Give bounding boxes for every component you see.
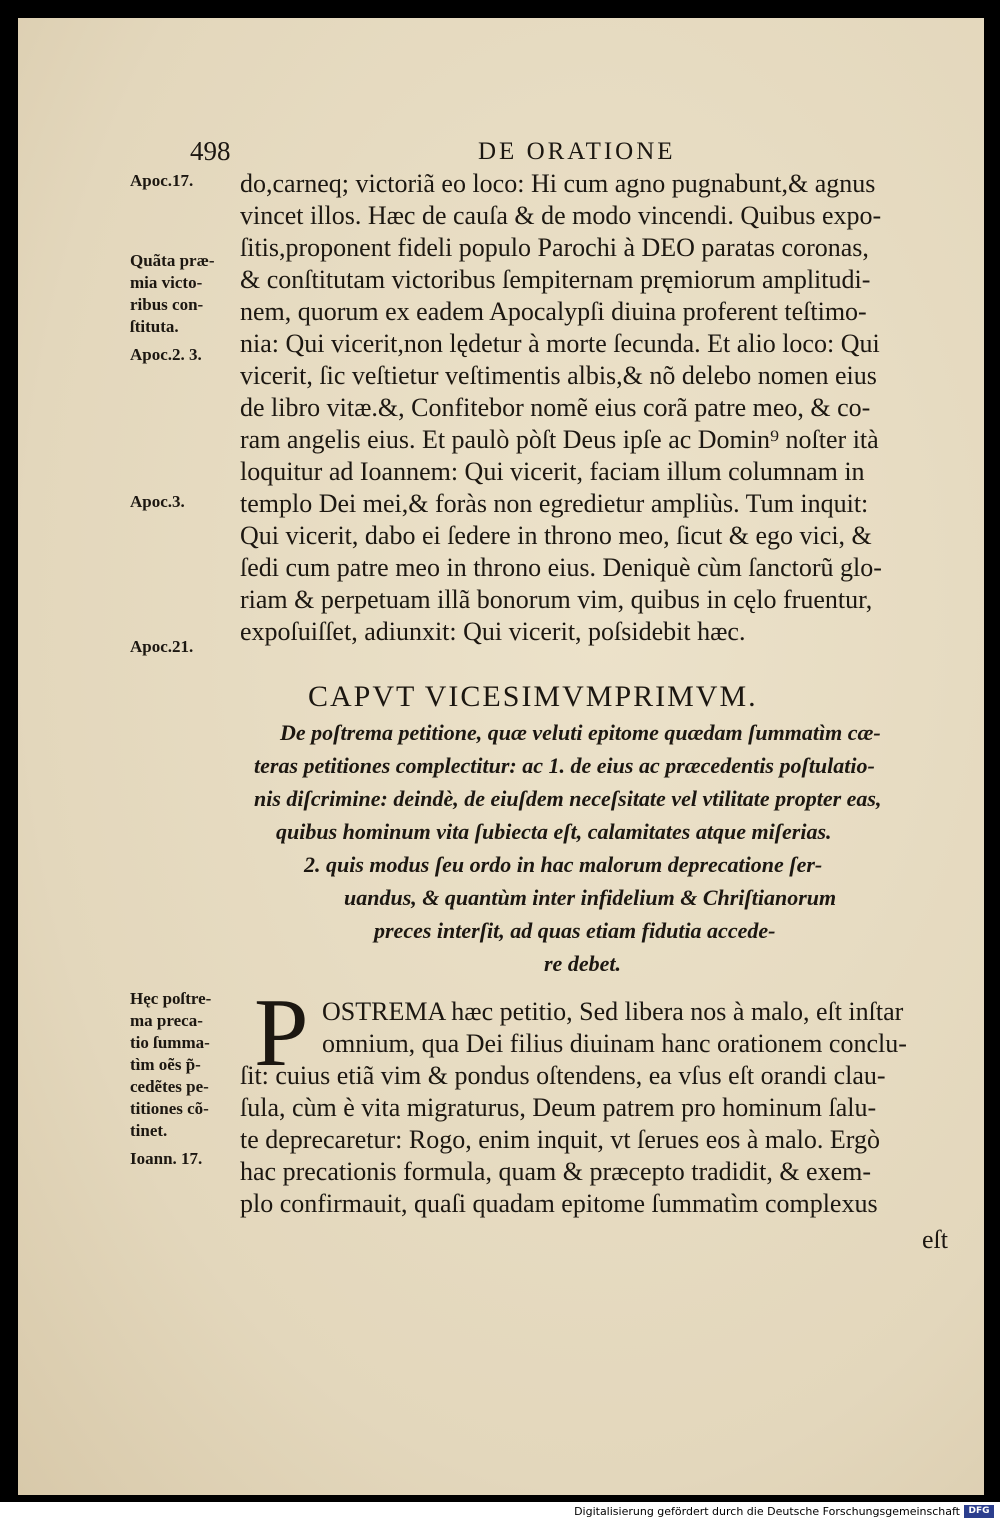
body-line: OSTREMA hæc petitio, Sed libera nos à malo, eſt inſtar (322, 997, 904, 1026)
chapter-summary-line: re debet. (544, 951, 621, 976)
body-line: ſit: cuius etiã vim & pondus oſtendens, ea vſus eſt orandi clau- (240, 1061, 886, 1090)
body-line: plo confirmauit, quaſi quadam epitome ſummatìm complexus (240, 1189, 878, 1218)
body-line: loquitur ad Ioannem: Qui vicerit, faciam illum columnam in (240, 457, 865, 486)
running-head: DE ORATIONE (478, 138, 676, 165)
margin-note: tio ſumma- (130, 1033, 210, 1052)
body-line: ram angelis eius. Et paulò pòſt Deus ipſe ac Domin⁹ noſter ità (240, 425, 879, 454)
body-line: riam & perpetuam illã bonorum vim, quibus in cęlo fruentur, (240, 585, 873, 614)
body-line: Qui vicerit, dabo ei ſedere in throno meo, ſicut & ego vici, & (240, 521, 872, 550)
body-line: ſula, cùm è vita migraturus, Deum patrem pro hominum ſalu- (240, 1093, 877, 1122)
margin-note: mia victo- (130, 273, 203, 292)
body-line: & conſtitutam victoribus ſempiternam pręmiorum amplitudi- (240, 265, 871, 294)
margin-note: Apoc.3. (130, 492, 185, 511)
body-line: de libro vitæ.&, Confitebor nomẽ eius corã patre meo, & co- (240, 393, 871, 422)
body-line: templo Dei mei,& foràs non egredietur ampliùs. Tum inquit: (240, 489, 869, 518)
chapter-summary-line: uandus, & quantùm inter infidelium & Chriſtianorum (344, 885, 837, 910)
margin-note: Apoc.21. (130, 637, 194, 656)
body-line: expoſuiſſet, adiunxit: Qui vicerit, poſsidebit hæc. (240, 617, 746, 646)
chapter-summary-line: 2. quis modus ſeu ordo in hac malorum deprecatione ſer- (304, 852, 823, 877)
margin-note: Apoc.2. 3. (130, 345, 202, 364)
body-line: omnium, qua Dei filius diuinam hanc orationem conclu- (322, 1029, 907, 1058)
margin-note: ma preca- (130, 1011, 203, 1030)
margin-note: titiones cõ- (130, 1099, 209, 1118)
chapter-title: CAPVT VICESIMVMPRIMVM. (308, 680, 758, 713)
margin-note: ribus con- (130, 295, 204, 314)
body-line: nem, quorum ex eadem Apocalypſi diuina proferent teſtimo- (240, 297, 867, 326)
chapter-summary-line: nis diſcrimine: deindè, de eiuſdem neceſsitate vel vtilitate propter eas, (254, 786, 882, 811)
margin-note: Ioann. 17. (130, 1149, 203, 1168)
footer-credit: Digitalisierung gefördert durch die Deutsche Forschungsgemeinschaft (574, 1505, 960, 1518)
book-page (18, 18, 984, 1495)
body-line: ſedi cum patre meo in throno eius. Deniquè cùm ſanctorũ glo- (240, 553, 882, 582)
catchword: eſt (922, 1225, 948, 1254)
body-line: nia: Qui vicerit,non lędetur à morte ſecunda. Et alio loco: Qui (240, 329, 880, 358)
body-line: te deprecaretur: Rogo, enim inquit, vt ſerues eos à malo. Ergò (240, 1125, 880, 1154)
margin-note: Apoc.17. (130, 171, 194, 190)
margin-note: tinet. (130, 1121, 168, 1140)
margin-note: ſtituta. (130, 317, 179, 336)
dfg-logo-icon: DFG (964, 1505, 994, 1518)
drop-cap: P (254, 979, 309, 1087)
chapter-summary-line: preces interſit, ad quas etiam fidutia accede- (374, 918, 776, 943)
margin-note: Hęc poſtre- (130, 989, 212, 1008)
body-line: ſitis,proponent fideli populo Parochi à DEO paratas coronas, (240, 233, 869, 262)
margin-note: Quãta præ- (130, 251, 215, 270)
chapter-summary-line: teras petitiones complectitur: ac 1. de eius ac præcedentis poſtulatio- (254, 753, 875, 778)
body-line: vicerit, ſic veſtietur veſtimentis albis,& nõ delebo nomen eius (240, 361, 877, 390)
body-line: hac precationis formula, quam & præcepto tradidit, & exem- (240, 1157, 872, 1186)
footer-bar (0, 1502, 1000, 1521)
margin-note: cedẽtes pe- (130, 1077, 209, 1096)
body-line: do,carneq; victoriã eo loco: Hi cum agno pugnabunt,& agnus (240, 169, 876, 198)
page-number: 498 (190, 136, 231, 166)
chapter-summary-line: quibus hominum vita ſubiecta eſt, calamitates atque miſerias. (276, 819, 832, 844)
margin-note: tìm oẽs p̃- (130, 1055, 201, 1074)
body-line: vincet illos. Hæc de cauſa & de modo vincendi. Quibus expo- (240, 201, 882, 230)
chapter-summary-line: De poſtrema petitione, quæ veluti epitome quædam ſummatìm cæ- (280, 720, 881, 745)
